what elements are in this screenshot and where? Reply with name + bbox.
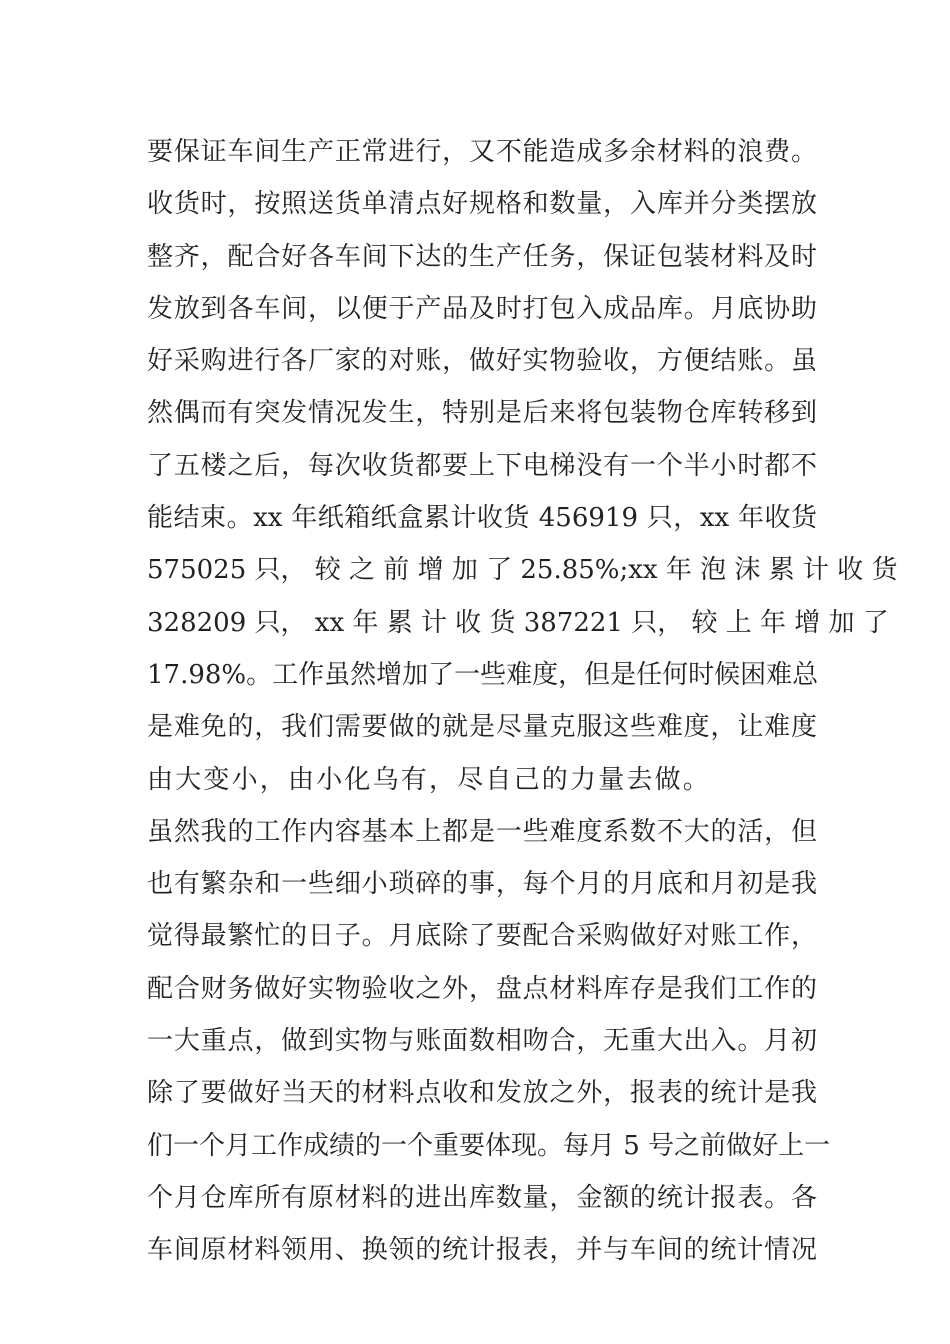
- text-line: 发放到各车间，以便于产品及时打包入成品库。月底协助: [147, 293, 817, 324]
- text-line: 整齐，配合好各车间下达的生产任务，保证包装材料及时: [147, 241, 817, 272]
- text-line: 是难免的，我们需要做的就是尽量克服这些难度，让难度: [147, 712, 817, 743]
- text-line: 虽然我的工作内容基本上都是一些难度系数不大的活，但: [147, 816, 817, 847]
- text-line: 一大重点，做到实物与账面数相吻合，无重大出入。月初: [147, 1026, 817, 1057]
- text-line: 能结束。xx 年纸箱纸盒累计收货 456919 只，xx 年收货: [147, 503, 817, 534]
- text-line: 了五楼之后，每次收货都要上下电梯没有一个半小时都不: [147, 450, 817, 481]
- text-line: 配合财务做好实物验收之外，盘点材料库存是我们工作的: [147, 973, 817, 1004]
- text-line: 328209 只， xx 年 累 计 收 货 387221 只， 较 上 年 增 加 了: [147, 607, 889, 638]
- text-line: 好采购进行各厂家的对账，做好实物验收，方便结账。虽: [147, 346, 817, 377]
- text-line: 觉得最繁忙的日子。月底除了要配合采购做好对账工作，: [147, 921, 817, 952]
- text-line: 们一个月工作成绩的一个重要体现。每月 5 号之前做好上一: [147, 1130, 831, 1161]
- text-line: 由大变小，由小化乌有，尽自己的力量去做。: [147, 764, 712, 795]
- text-line: 个月仓库所有原材料的进出库数量，金额的统计报表。各: [147, 1182, 817, 1213]
- text-line: 也有繁杂和一些细小琐碎的事，每个月的月底和月初是我: [147, 869, 817, 900]
- body-text: [147, 126, 898, 1277]
- text-line: 收货时，按照送货单清点好规格和数量，入库并分类摆放: [147, 189, 817, 220]
- text-line: 17.98%。工作虽然增加了一些难度，但是任何时候困难总: [147, 659, 819, 690]
- text-line: 车间原材料领用、换领的统计报表，并与车间的统计情况: [147, 1235, 817, 1266]
- text-line: 除了要做好当天的材料点收和发放之外，报表的统计是我: [147, 1078, 817, 1109]
- text-line: 然偶而有突发情况发生，特别是后来将包装物仓库转移到: [147, 398, 817, 429]
- text-line: 要保证车间生产正常进行，又不能造成多余材料的浪费。: [147, 137, 817, 167]
- text-line: 575025 只， 较 之 前 增 加 了 25.85%;xx 年 泡 沫 累 计 收 货: [147, 555, 898, 586]
